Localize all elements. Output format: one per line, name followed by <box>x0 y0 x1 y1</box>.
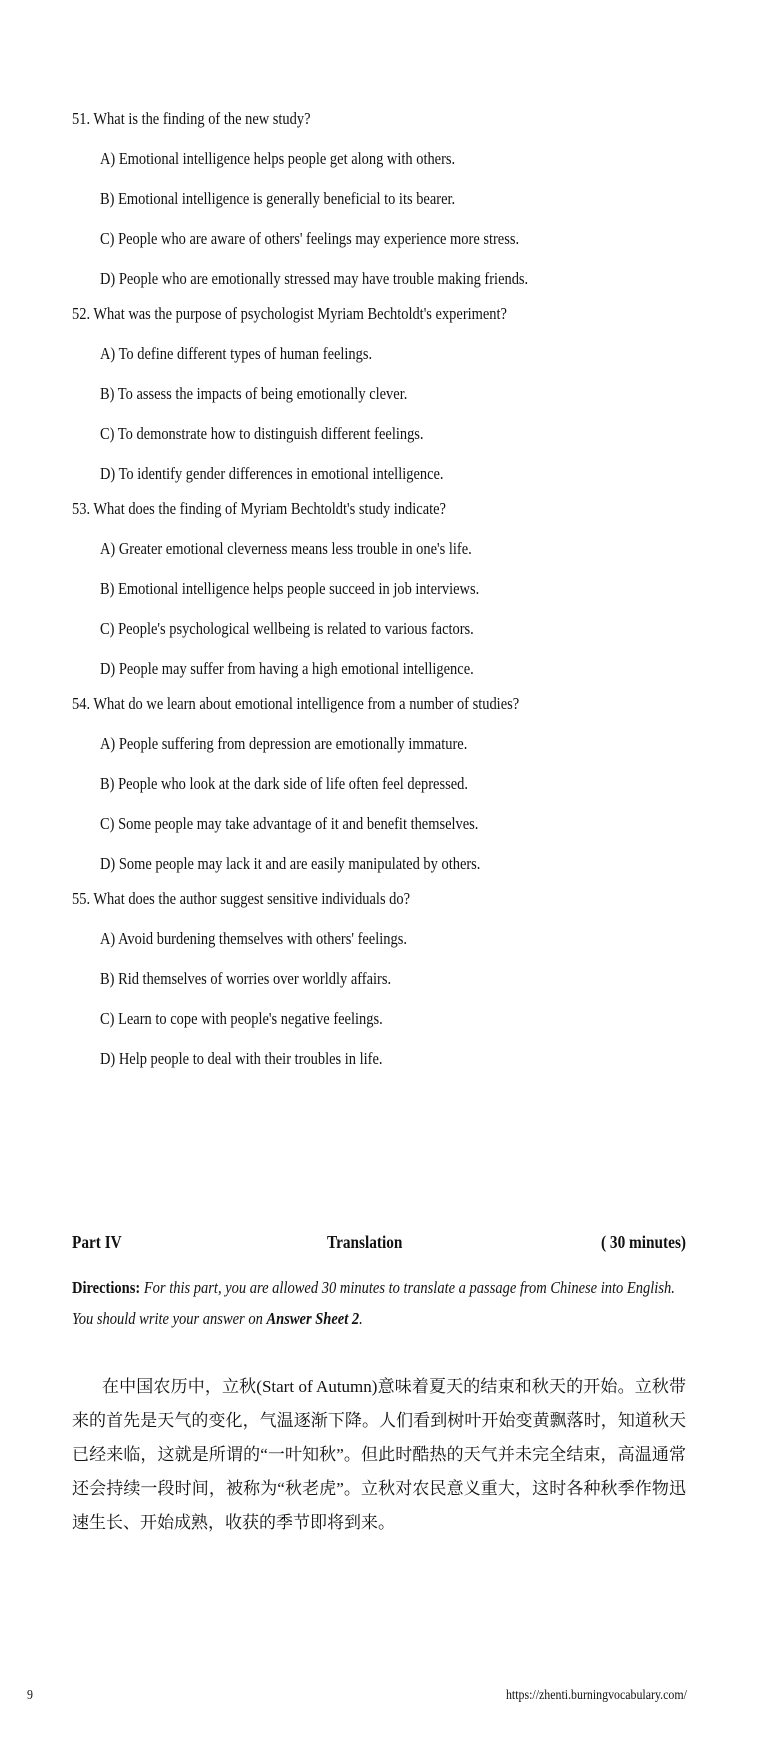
part-header <box>72 1232 686 1260</box>
question-stem: 53. What does the finding of Myriam Bechtoldt's study indicate? <box>72 499 446 518</box>
option-b: B) People who look at the dark side of life often feel depressed. <box>100 774 468 793</box>
question-stem: 52. What was the purpose of psychologist Myriam Bechtoldt's experiment? <box>72 304 507 323</box>
option-c: C) To demonstrate how to distinguish different feelings. <box>100 424 424 443</box>
option-c: C) People who are aware of others' feelings may experience more stress. <box>100 229 520 248</box>
option-d: D) Some people may lack it and are easily manipulated by others. <box>100 854 481 873</box>
translation-passage: 在中国农历中，立秋(Start of Autumn)意味着夏天的结束和秋天的开始。立秋带来的首先是天气的变化，气温逐渐下降。人们看到树叶开始变黄飘落时，知道秋天已经来临，这就是所谓的“一叶知秋”。但此时酷热的天气并未完全结束，高温通常还会持续一段时间，被称为“秋老虎”。立秋对农民意义重大，这时各种秋季作物迅速生长、开始成熟，收获的季节即将到来。 <box>72 1377 686 1532</box>
option-list <box>72 148 712 290</box>
question-stem: 51. What is the finding of the new study? <box>72 109 311 128</box>
option-list <box>72 538 712 680</box>
directions-text: For this part, you are allowed 30 minutes to translate a passage from Chinese into English. You should write your answer on <box>72 1278 675 1328</box>
option-d: D) Help people to deal with their troubles in life. <box>100 1049 383 1068</box>
option-d: D) People who are emotionally stressed may have trouble making friends. <box>100 269 529 288</box>
part-label: Part IV <box>72 1232 122 1252</box>
option-c: C) Some people may take advantage of it and benefit themselves. <box>100 814 479 833</box>
option-a: A) To define different types of human feelings. <box>100 344 373 363</box>
question-55 <box>72 888 712 1070</box>
option-list <box>72 928 712 1070</box>
directions-end: . <box>359 1309 363 1328</box>
option-b: B) Emotional intelligence is generally beneficial to its bearer. <box>100 189 456 208</box>
part-time-limit: ( 30 minutes) <box>601 1232 686 1252</box>
question-52 <box>72 303 712 485</box>
option-c: C) People's psychological wellbeing is related to various factors. <box>100 619 474 638</box>
footer-url[interactable]: https://zhenti.burningvocabulary.com/ <box>506 1688 687 1703</box>
option-c: C) Learn to cope with people's negative feelings. <box>100 1009 383 1028</box>
part-title: Translation <box>327 1232 403 1252</box>
option-a: A) Greater emotional cleverness means less trouble in one's life. <box>100 539 472 558</box>
question-53 <box>72 498 712 680</box>
option-list <box>72 343 712 485</box>
question-list <box>72 108 712 1083</box>
question-51 <box>72 108 712 290</box>
option-d: D) To identify gender differences in emotional intelligence. <box>100 464 444 483</box>
option-d: D) People may suffer from having a high emotional intelligence. <box>100 659 474 678</box>
option-b: B) To assess the impacts of being emotionally clever. <box>100 384 408 403</box>
option-a: A) Avoid burdening themselves with others' feelings. <box>100 929 407 948</box>
option-b: B) Rid themselves of worries over worldly affairs. <box>100 969 392 988</box>
directions-label: Directions: <box>72 1278 141 1297</box>
question-54 <box>72 693 712 875</box>
page-number: 9 <box>27 1688 33 1703</box>
directions <box>72 1272 686 1334</box>
directions-emphasis: Answer Sheet 2 <box>266 1309 360 1328</box>
option-b: B) Emotional intelligence helps people succeed in job interviews. <box>100 579 480 598</box>
question-stem: 54. What do we learn about emotional intelligence from a number of studies? <box>72 694 520 713</box>
option-a: A) People suffering from depression are emotionally immature. <box>100 734 468 753</box>
option-a: A) Emotional intelligence helps people get along with others. <box>100 149 456 168</box>
option-list <box>72 733 712 875</box>
question-stem: 55. What does the author suggest sensitive individuals do? <box>72 889 411 908</box>
